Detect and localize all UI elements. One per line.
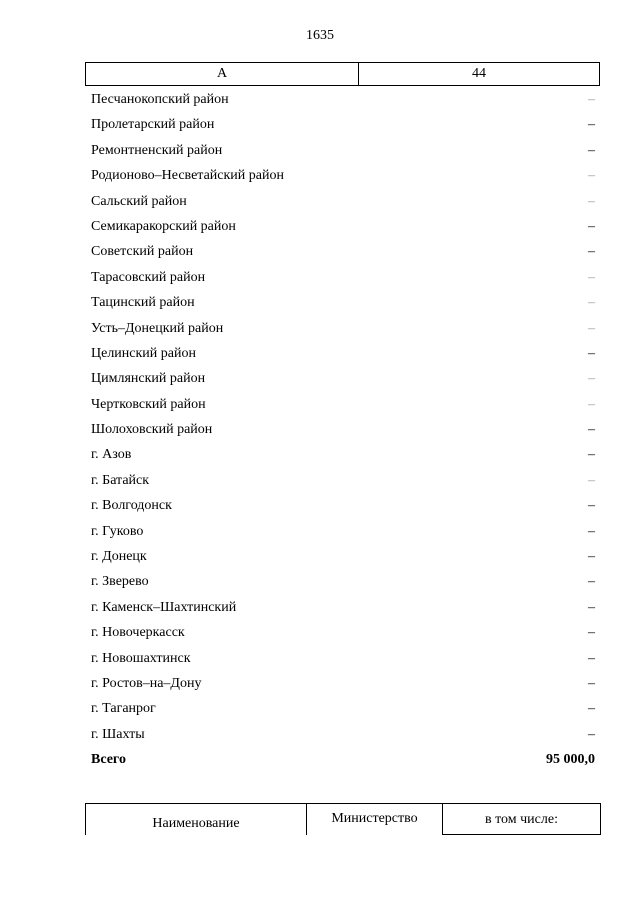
row-value: – xyxy=(588,269,595,285)
row-value: – xyxy=(588,650,595,666)
table-row xyxy=(0,647,640,672)
table-row xyxy=(0,545,640,570)
table-row xyxy=(0,317,640,342)
total-label: Всего xyxy=(91,752,126,768)
row-value: – xyxy=(588,701,595,717)
row-name: Советский район xyxy=(91,244,194,260)
row-name: Чертковский район xyxy=(91,396,206,412)
table-row xyxy=(0,443,640,468)
table-row xyxy=(0,596,640,621)
column-header-44: 44 xyxy=(472,66,486,81)
row-name: г. Донецк xyxy=(91,549,147,565)
table-row xyxy=(0,672,640,697)
row-value: – xyxy=(588,117,595,133)
row-value: – xyxy=(588,447,595,463)
column-header-a: А xyxy=(86,63,359,85)
row-value: – xyxy=(588,218,595,234)
table-row xyxy=(0,266,640,291)
row-name: г. Зверево xyxy=(91,574,149,590)
row-value: – xyxy=(588,422,595,438)
row-name: Тацинский район xyxy=(91,295,195,311)
row-value: – xyxy=(588,549,595,565)
row-name: г. Азов xyxy=(91,447,132,463)
table-row xyxy=(0,723,640,748)
row-value: – xyxy=(588,726,595,742)
row-value: – xyxy=(588,396,595,412)
total-row xyxy=(0,748,640,773)
table-row xyxy=(0,88,640,113)
row-name: г. Таганрог xyxy=(91,701,156,717)
row-value: – xyxy=(588,320,595,336)
row-name: г. Каменск–Шахтинский xyxy=(91,599,237,615)
row-value: – xyxy=(588,168,595,184)
row-name: г. Шахты xyxy=(91,726,145,742)
row-name: г. Новочеркасск xyxy=(91,625,185,641)
row-value: – xyxy=(588,523,595,539)
table-row xyxy=(0,342,640,367)
row-value: – xyxy=(588,675,595,691)
column-header-ministry xyxy=(307,804,443,835)
row-name: Ремонтненский район xyxy=(91,142,223,158)
row-name: г. Батайск xyxy=(91,472,150,488)
table-row xyxy=(0,291,640,316)
row-value: – xyxy=(588,371,595,387)
row-value: – xyxy=(588,92,595,107)
table-row xyxy=(0,164,640,189)
row-name: Родионово–Несветайский район xyxy=(91,168,284,184)
row-name: Тарасовский район xyxy=(91,269,206,285)
row-value: – xyxy=(588,244,595,260)
row-value: – xyxy=(588,599,595,615)
row-value: – xyxy=(588,574,595,590)
table-row xyxy=(0,570,640,595)
column-header-ministry-label: Министерство xyxy=(331,811,418,826)
table-row xyxy=(0,190,640,215)
row-value: – xyxy=(588,625,595,641)
table-row xyxy=(0,393,640,418)
row-name: Семикаракорский район xyxy=(91,218,236,234)
table-row xyxy=(0,240,640,265)
table-row xyxy=(0,621,640,646)
row-value: – xyxy=(588,472,595,488)
row-value: – xyxy=(588,142,595,158)
row-value: – xyxy=(588,193,595,209)
total-value: 95 000,0 xyxy=(546,752,595,768)
row-name: Цимлянский район xyxy=(91,371,206,387)
table-row xyxy=(0,367,640,392)
row-value: – xyxy=(588,498,595,514)
column-header-name xyxy=(86,804,307,835)
row-name: Сальский район xyxy=(91,193,187,209)
row-value: – xyxy=(588,295,595,311)
column-header-including xyxy=(443,804,600,835)
row-value: – xyxy=(588,345,595,361)
table-row xyxy=(0,494,640,519)
column-header-including-label: в том числе: xyxy=(485,812,558,827)
table-row xyxy=(0,113,640,138)
row-name: Усть–Донецкий район xyxy=(91,320,224,336)
data-rows xyxy=(0,88,640,774)
row-name: Пролетарский район xyxy=(91,117,215,133)
row-name: Целинский район xyxy=(91,345,196,361)
column-header-name-label: Наименование xyxy=(152,816,240,831)
table-header xyxy=(85,62,600,86)
row-name: г. Гуково xyxy=(91,523,144,539)
table-row xyxy=(0,418,640,443)
table-row xyxy=(0,520,640,545)
next-table-header xyxy=(85,803,601,835)
row-name: Песчанокопский район xyxy=(91,92,229,107)
row-name: Шолоховский район xyxy=(91,422,213,438)
row-name: г. Новошахтинск xyxy=(91,650,191,666)
table-row xyxy=(0,697,640,722)
page-number: 1635 xyxy=(306,28,334,43)
table-row xyxy=(0,469,640,494)
row-name: г. Ростов–на–Дону xyxy=(91,675,202,691)
table-row xyxy=(0,215,640,240)
row-name: г. Волгодонск xyxy=(91,498,172,514)
table-row xyxy=(0,139,640,164)
